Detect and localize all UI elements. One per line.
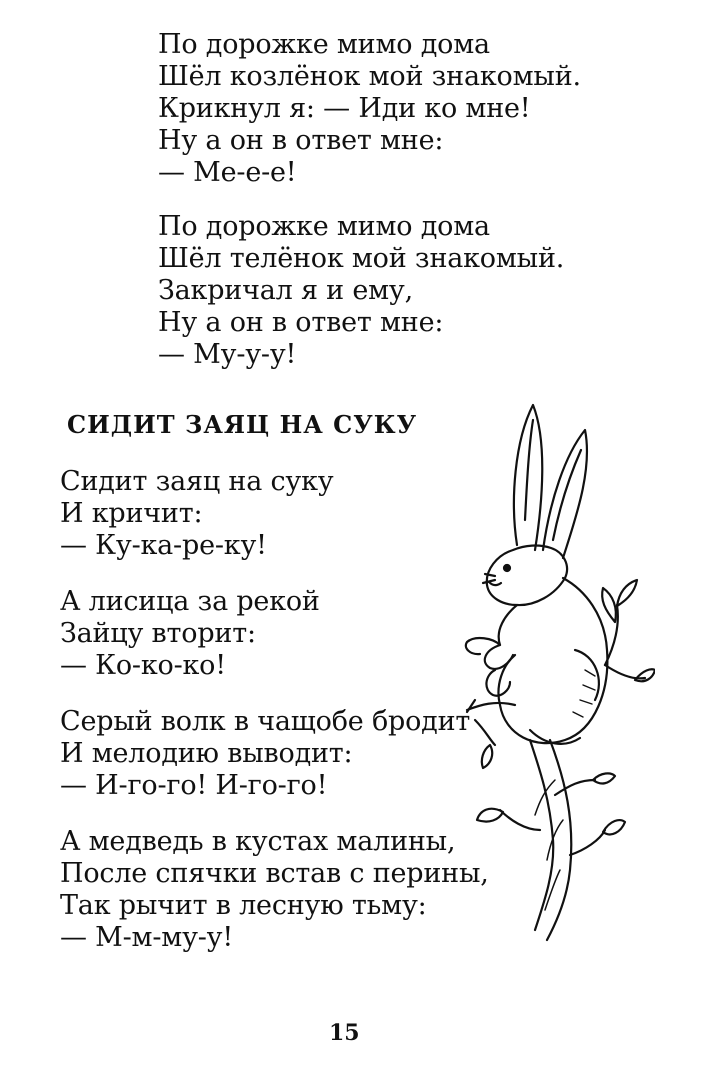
poem-line: Серый волк в чащобе бродит [60, 706, 471, 737]
poem-line: После спячки встав с перины, [60, 858, 489, 889]
poem-line: И мелодию выводит: [60, 738, 353, 769]
poem-line: Закричал я и ему, [158, 275, 413, 306]
poem-line: — Ме-е-е! [158, 157, 297, 188]
poem-line: Шёл телёнок мой знакомый. [158, 243, 565, 274]
page-number: 15 [329, 1020, 360, 1046]
poem-line: И кричит: [60, 498, 203, 529]
poem-line: Так рычит в лесную тьму: [60, 890, 427, 921]
rabbit-on-branch-icon [455, 400, 655, 950]
poem-line: Шёл козлёнок мой знакомый. [158, 61, 581, 92]
poem-line: Зайцу вторит: [60, 618, 256, 649]
poem-line: — Ко-ко-ко! [60, 650, 226, 681]
poem-line: Сидит заяц на суку [60, 466, 334, 497]
poem-line: А лисица за рекой [60, 586, 320, 617]
poem-line: — Ку-ка-ре-ку! [60, 530, 267, 561]
poem-line: — Му-у-у! [158, 339, 297, 370]
poem-line: По дорожке мимо дома [158, 29, 490, 60]
poem-line: Ну а он в ответ мне: [158, 125, 444, 156]
poem-line: Ну а он в ответ мне: [158, 307, 444, 338]
poem-line: — М-м-му-у! [60, 922, 234, 953]
poem-line: По дорожке мимо дома [158, 211, 490, 242]
poem-line: — И-го-го! И-го-го! [60, 770, 328, 801]
poem-title: СИДИТ ЗАЯЦ НА СУКУ [67, 410, 418, 439]
poem-line: Крикнул я: — Иди ко мне! [158, 93, 531, 124]
poem-line: А медведь в кустах малины, [60, 826, 456, 857]
